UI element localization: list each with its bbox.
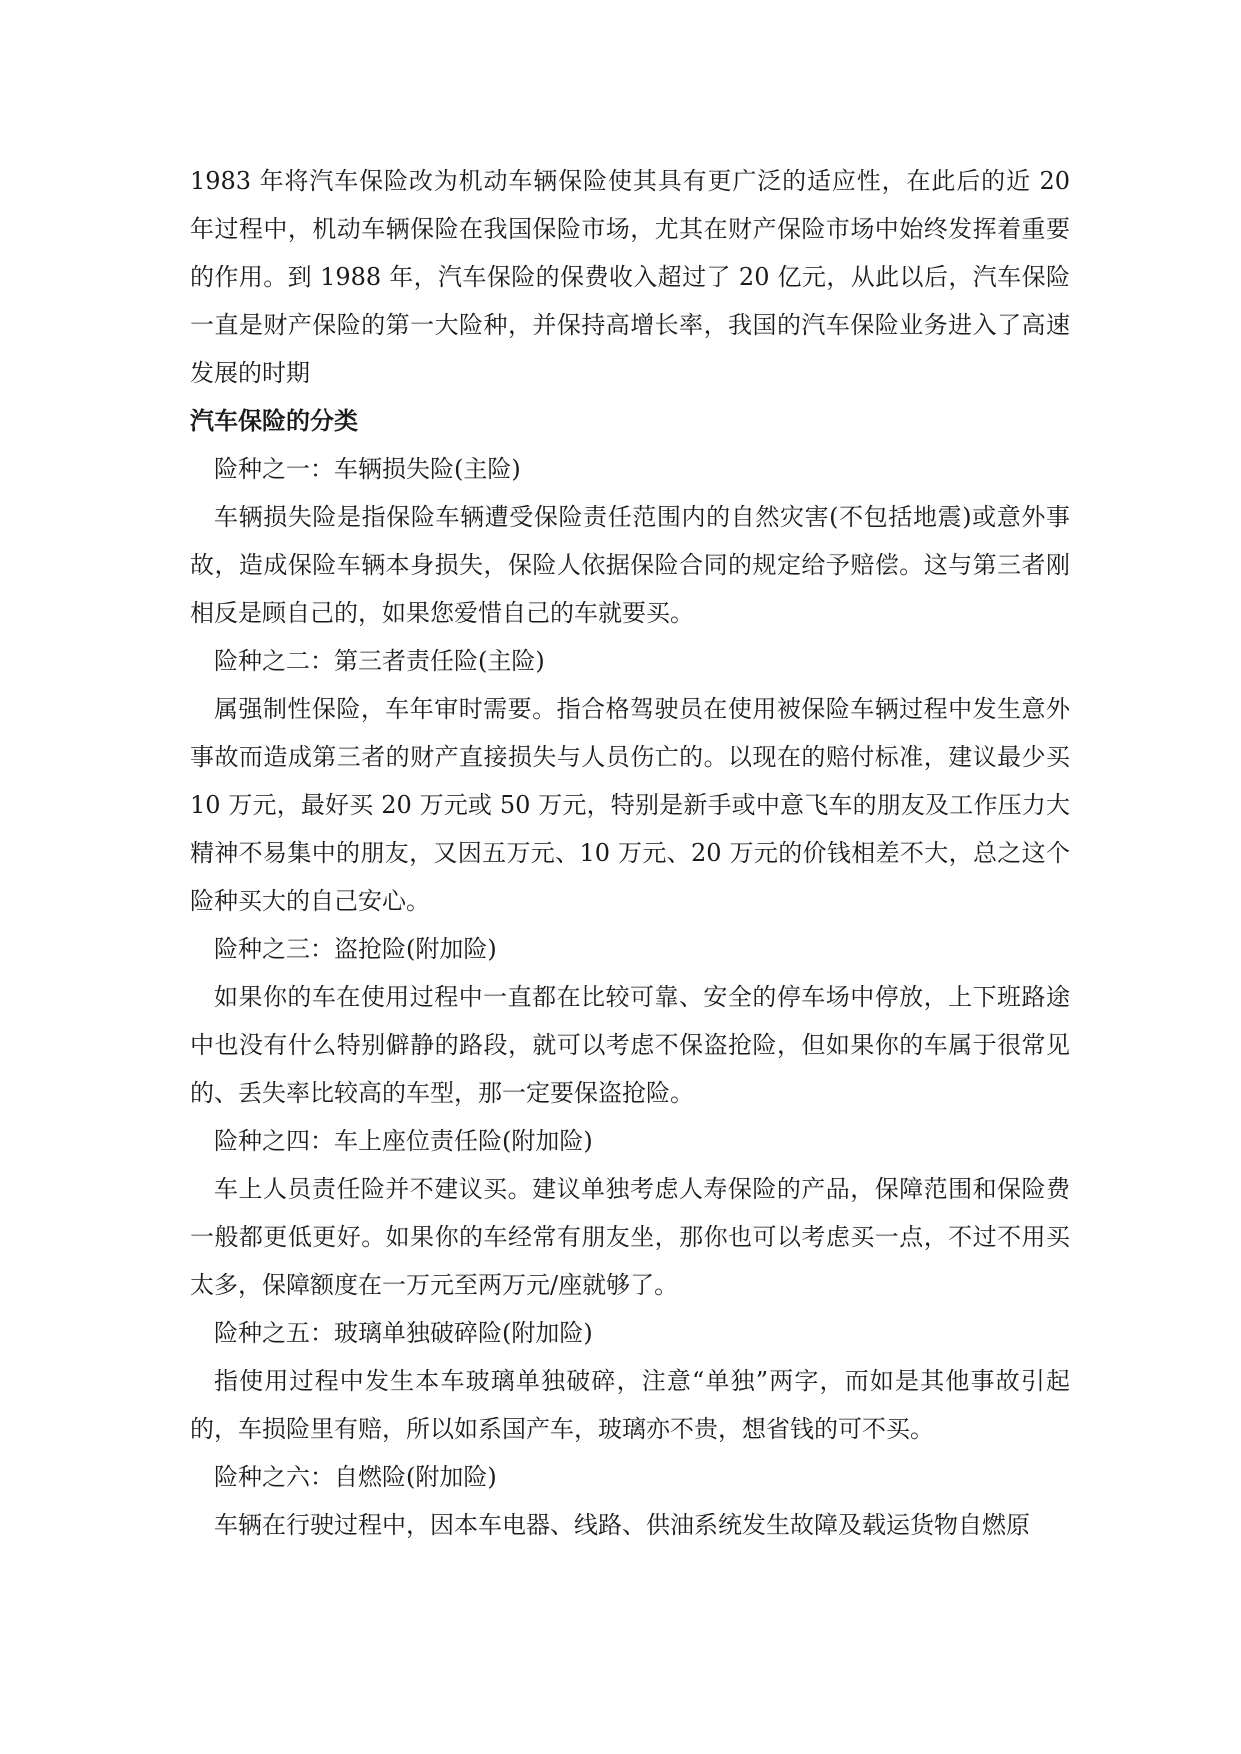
item-body-5: 指使用过程中发生本车玻璃单独破碎，注意“单独”两字，而如是其他事故引起的，车损险里有赔，所以如系国产车，玻璃亦不贵，想省钱的可不买。 [190, 1367, 1070, 1443]
item-body-1: 车辆损失险是指保险车辆遭受保险责任范围内的自然灾害(不包括地震)或意外事故，造成保险车辆本身损失，保险人依据保险合同的规定给予赔偿。这与第三者刚相反是顾自己的，如果您爱惜自己的车就要买。 [190, 503, 1070, 627]
item-title-3: 险种之三：盗抢险(附加险) [214, 935, 497, 963]
item-title-5: 险种之五：玻璃单独破碎险(附加险) [214, 1319, 593, 1347]
item-body-6: 车辆在行驶过程中，因本车电器、线路、供油系统发生故障及载运货物自燃原 [214, 1511, 1030, 1539]
item-body-4: 车上人员责任险并不建议买。建议单独考虑人寿保险的产品，保障范围和保险费一般都更低更好。如果你的车经常有朋友坐，那你也可以考虑买一点，不过不用买太多，保障额度在一万元至两万元/座就够了。 [190, 1175, 1070, 1299]
section-title: 汽车保险的分类 [190, 407, 358, 435]
item-body-2: 属强制性保险，车年审时需要。指合格驾驶员在使用被保险车辆过程中发生意外事故而造成第三者的财产直接损失与人员伤亡的。以现在的赔付标准，建议最少买 10 万元，最好买 20 万元或 50 万元，特别是新手或中意飞车的朋友及工作压力大精神不易集中的朋友，又因五万元、10 万元、20 万元的价钱相差不大，总之这个险种买大的自己安心。 [190, 695, 1070, 915]
item-title-6: 险种之六：自燃险(附加险) [214, 1463, 497, 1491]
document-body [190, 157, 1070, 1549]
item-body-3: 如果你的车在使用过程中一直都在比较可靠、安全的停车场中停放，上下班路途中也没有什么特别僻静的路段，就可以考虑不保盗抢险，但如果你的车属于很常见的、丢失率比较高的车型，那一定要保盗抢险。 [190, 983, 1070, 1107]
intro-paragraph: 1983 年将汽车保险改为机动车辆保险使其具有更广泛的适应性，在此后的近 20 年过程中，机动车辆保险在我国保险市场，尤其在财产保险市场中始终发挥着重要的作用。到 1988 年，汽车保险的保费收入超过了 20 亿元，从此以后，汽车保险一直是财产保险的第一大险种，并保持高增长率，我国的汽车保险业务进入了高速发展的时期 [190, 167, 1070, 387]
item-title-1: 险种之一：车辆损失险(主险) [214, 455, 521, 483]
item-title-4: 险种之四：车上座位责任险(附加险) [214, 1127, 593, 1155]
item-title-2: 险种之二：第三者责任险(主险) [214, 647, 545, 675]
